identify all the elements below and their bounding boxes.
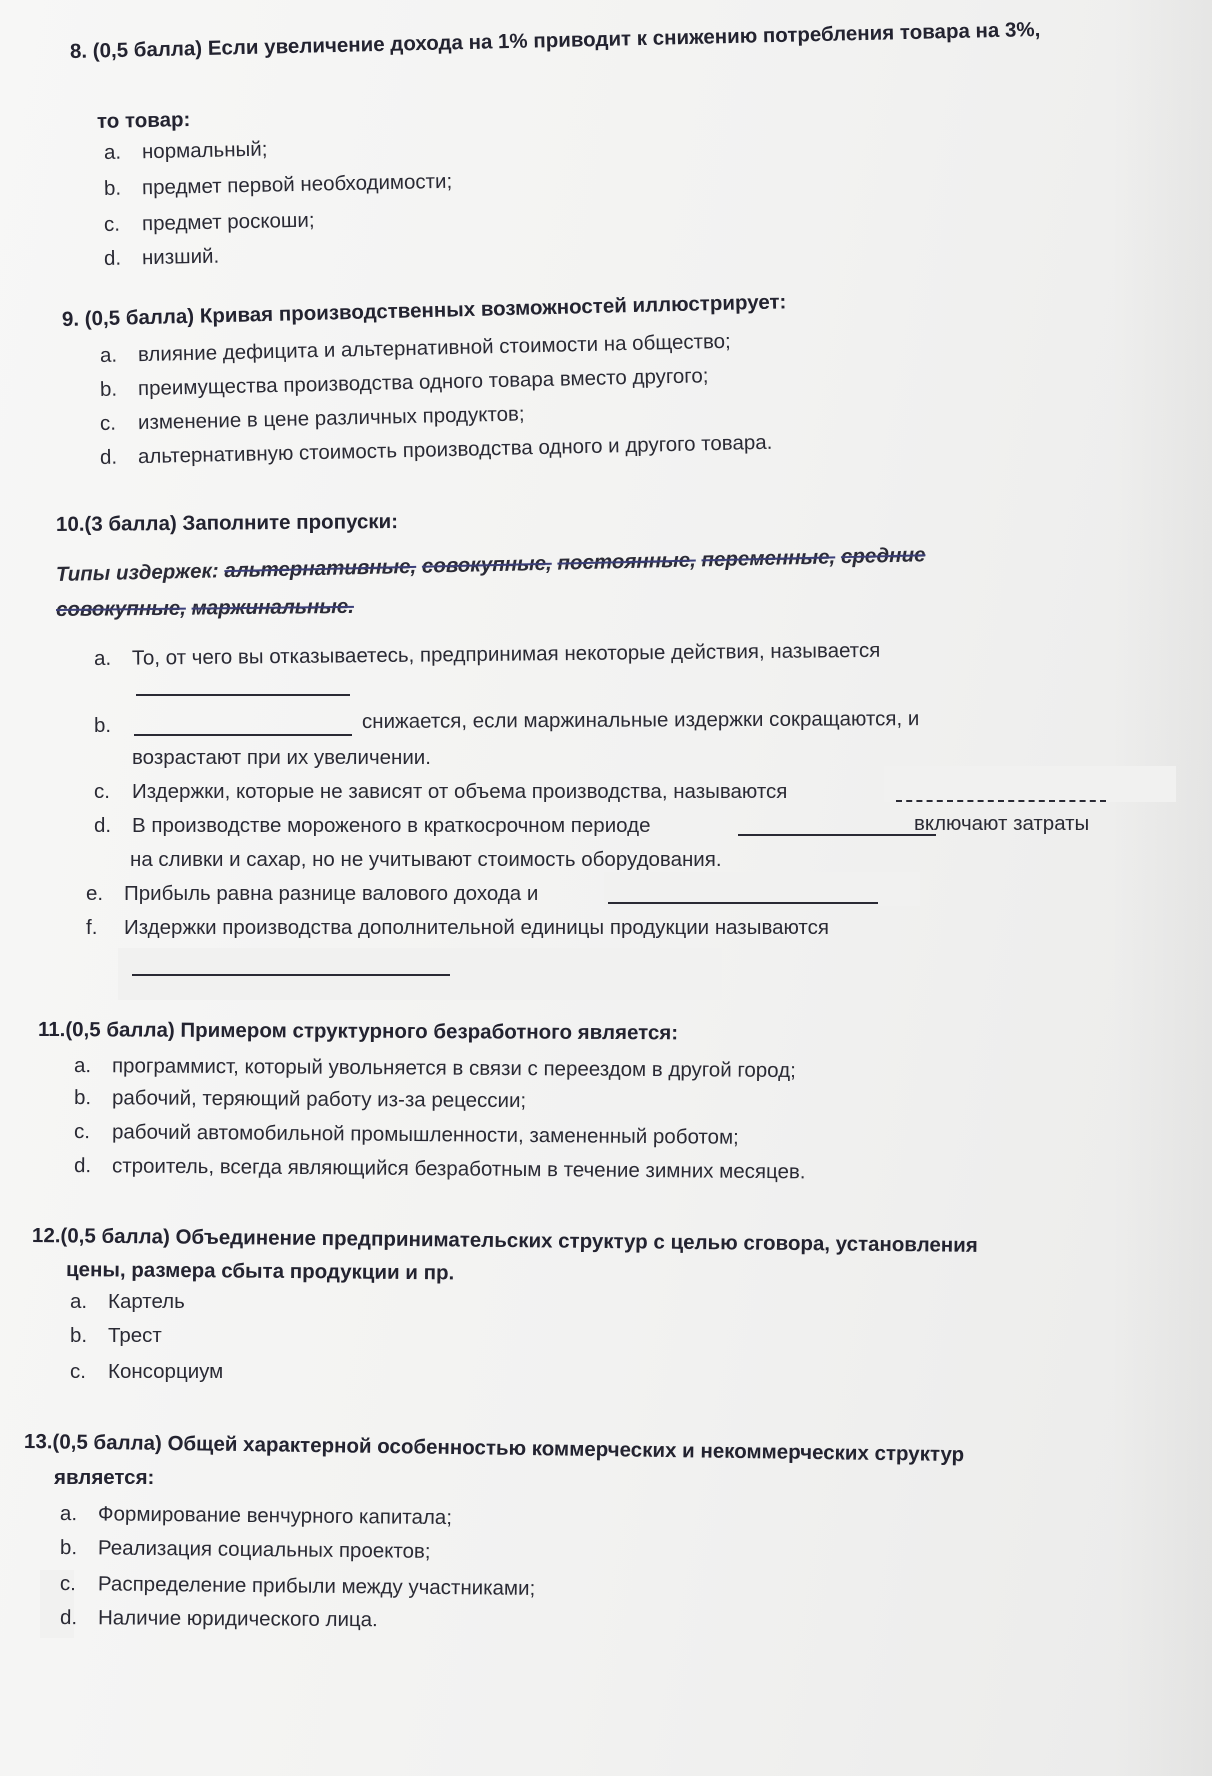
answer-option[interactable] (74, 1054, 796, 1083)
question-13-title-cont: является: (54, 1466, 155, 1489)
option-letter: c. (103, 212, 121, 236)
option-letter: a. (73, 1054, 92, 1078)
cost-type: переменные, (701, 545, 836, 572)
option-letter: c. (59, 1572, 77, 1596)
question-8-title-cont: то товар: (96, 108, 191, 133)
answer-option[interactable] (70, 1324, 162, 1348)
answer-option[interactable] (60, 1502, 452, 1530)
item-text: То, от чего вы отказываетесь, предпринимая некоторые действия, называется (131, 638, 881, 670)
fill-item-f (86, 916, 829, 940)
answer-option[interactable] (104, 245, 220, 271)
option-text: Наличие юридического лица. (97, 1606, 378, 1632)
option-text: Распределение прибыли между участниками; (97, 1572, 536, 1600)
question-10-title: 10.(3 балла) Заполните пропуски: (55, 510, 399, 536)
option-text: альтернативную стоимость производства одного и другого товара. (137, 430, 773, 469)
fill-item-b-text-cont: возрастают при их увеличении. (132, 746, 431, 769)
answer-blank-e[interactable] (608, 884, 878, 904)
fill-item-a (94, 639, 881, 671)
option-letter: d. (59, 1606, 78, 1630)
answer-option[interactable] (60, 1606, 378, 1632)
item-letter: d. (94, 814, 112, 837)
cost-type: средние (840, 543, 926, 569)
answer-option[interactable] (104, 170, 453, 201)
option-text: Картель (108, 1290, 185, 1313)
option-text: программист, который увольняется в связи с переездом в другой город; (111, 1054, 796, 1083)
question-9-title: 9. (0,5 балла) Кривая производственных возможностей иллюстрирует: (61, 290, 787, 331)
cost-type: постоянные, (557, 548, 697, 575)
option-text: рабочий автомобильной промышленности, замененный роботом; (111, 1120, 739, 1149)
fill-item-b (94, 714, 132, 738)
cost-type: альтернативные, (224, 554, 417, 583)
cost-types-line-2 (56, 595, 354, 622)
option-text: рабочий, теряющий работу из-за рецессии; (111, 1086, 527, 1113)
option-text: предмет роскоши; (141, 208, 315, 236)
cost-type: совокупные, (55, 596, 186, 621)
option-letter: a. (99, 343, 118, 367)
option-text: предмет первой необходимости; (141, 169, 453, 200)
answer-option[interactable] (100, 364, 709, 402)
fill-item-d (94, 814, 650, 838)
option-letter: c. (73, 1120, 91, 1144)
option-letter: d. (99, 445, 118, 469)
question-13-title: 13.(0,5 балла) Общей характерной особенностью коммерческих и некоммерческих структур (23, 1430, 965, 1467)
cost-type: маржинальные. (191, 594, 355, 620)
question-12-title-cont: цены, размера сбыта продукции и пр. (65, 1258, 455, 1285)
answer-option[interactable] (70, 1290, 185, 1314)
option-letter: b. (99, 377, 118, 401)
fill-item-b-text: снижается, если маржинальные издержки сокращаются, и (361, 707, 920, 733)
option-letter: b. (73, 1086, 92, 1110)
page-shadow (1112, 0, 1212, 1776)
option-text: влияние дефицита и альтернативной стоимости на общество; (137, 329, 731, 367)
answer-blank-b[interactable] (134, 716, 352, 736)
cost-type: совокупные, (421, 551, 552, 578)
cost-types-prefix: Типы издержек: (55, 559, 225, 586)
answer-blank-c[interactable] (896, 782, 1106, 802)
item-text: Издержки, которые не зависят от объема производства, называются (132, 780, 788, 803)
answer-option[interactable] (104, 209, 315, 237)
option-letter: a. (70, 1290, 88, 1313)
answer-option[interactable] (74, 1086, 526, 1113)
question-8-title: 8. (0,5 балла) Если увеличение дохода на 1% приводит к снижению потребления товара на 3%, (69, 17, 1041, 63)
answer-option[interactable] (60, 1536, 431, 1564)
option-letter: d. (103, 246, 122, 270)
fill-item-d-text: включают затраты (914, 812, 1090, 835)
item-letter: c. (94, 780, 110, 803)
option-letter: b. (103, 176, 122, 200)
answer-option[interactable] (100, 330, 731, 368)
fill-item-e (86, 882, 538, 906)
answer-option[interactable] (60, 1572, 535, 1601)
question-12-title: 12.(0,5 балла) Объединение предпринимательских структур с целью сговора, установления (31, 1224, 978, 1257)
option-text: Формирование венчурного капитала; (97, 1502, 453, 1530)
option-text: изменение в цене различных продуктов; (137, 402, 525, 435)
option-letter: c. (70, 1360, 86, 1383)
option-letter: b. (59, 1536, 78, 1560)
option-letter: a. (59, 1502, 78, 1526)
answer-option[interactable] (100, 431, 773, 470)
answer-blank-f[interactable] (132, 956, 450, 976)
option-text: Трест (108, 1324, 162, 1347)
answer-blank-a[interactable] (136, 676, 350, 696)
option-letter: a. (103, 140, 122, 164)
option-text: строитель, всегда являющийся безработным в течение зимних месяцев. (111, 1154, 806, 1184)
answer-option[interactable] (74, 1120, 739, 1150)
option-letter: c. (99, 411, 117, 435)
option-text: низший. (141, 244, 220, 270)
question-11-title: 11.(0,5 балла) Примером структурного безработного является: (37, 1018, 679, 1045)
fill-item-d-text-cont: на сливки и сахар, но не учитывают стоимость оборудования. (130, 848, 722, 871)
answer-option[interactable] (70, 1360, 223, 1384)
item-text: Прибыль равна разнице валового дохода и (124, 882, 539, 905)
answer-option[interactable] (100, 402, 525, 436)
answer-option[interactable] (74, 1154, 806, 1184)
item-text: Издержки производства дополнительной единицы продукции называются (124, 916, 829, 939)
item-letter: a. (93, 646, 112, 670)
item-letter: e. (86, 882, 104, 905)
cost-types-line (56, 543, 926, 587)
option-text: преимущества производства одного товара вместо другого; (137, 364, 709, 401)
answer-blank-d[interactable] (738, 816, 936, 836)
item-letter: b. (94, 714, 112, 737)
item-letter: f. (86, 916, 98, 939)
option-text: нормальный; (141, 137, 268, 164)
item-text: В производстве мороженого в краткосрочном периоде (132, 814, 651, 837)
option-letter: d. (73, 1154, 92, 1178)
option-letter: b. (70, 1324, 88, 1347)
option-text: Реализация социальных проектов; (97, 1536, 431, 1563)
option-text: Консорциум (108, 1360, 224, 1383)
answer-option[interactable] (104, 138, 268, 165)
fill-item-c (94, 780, 787, 804)
